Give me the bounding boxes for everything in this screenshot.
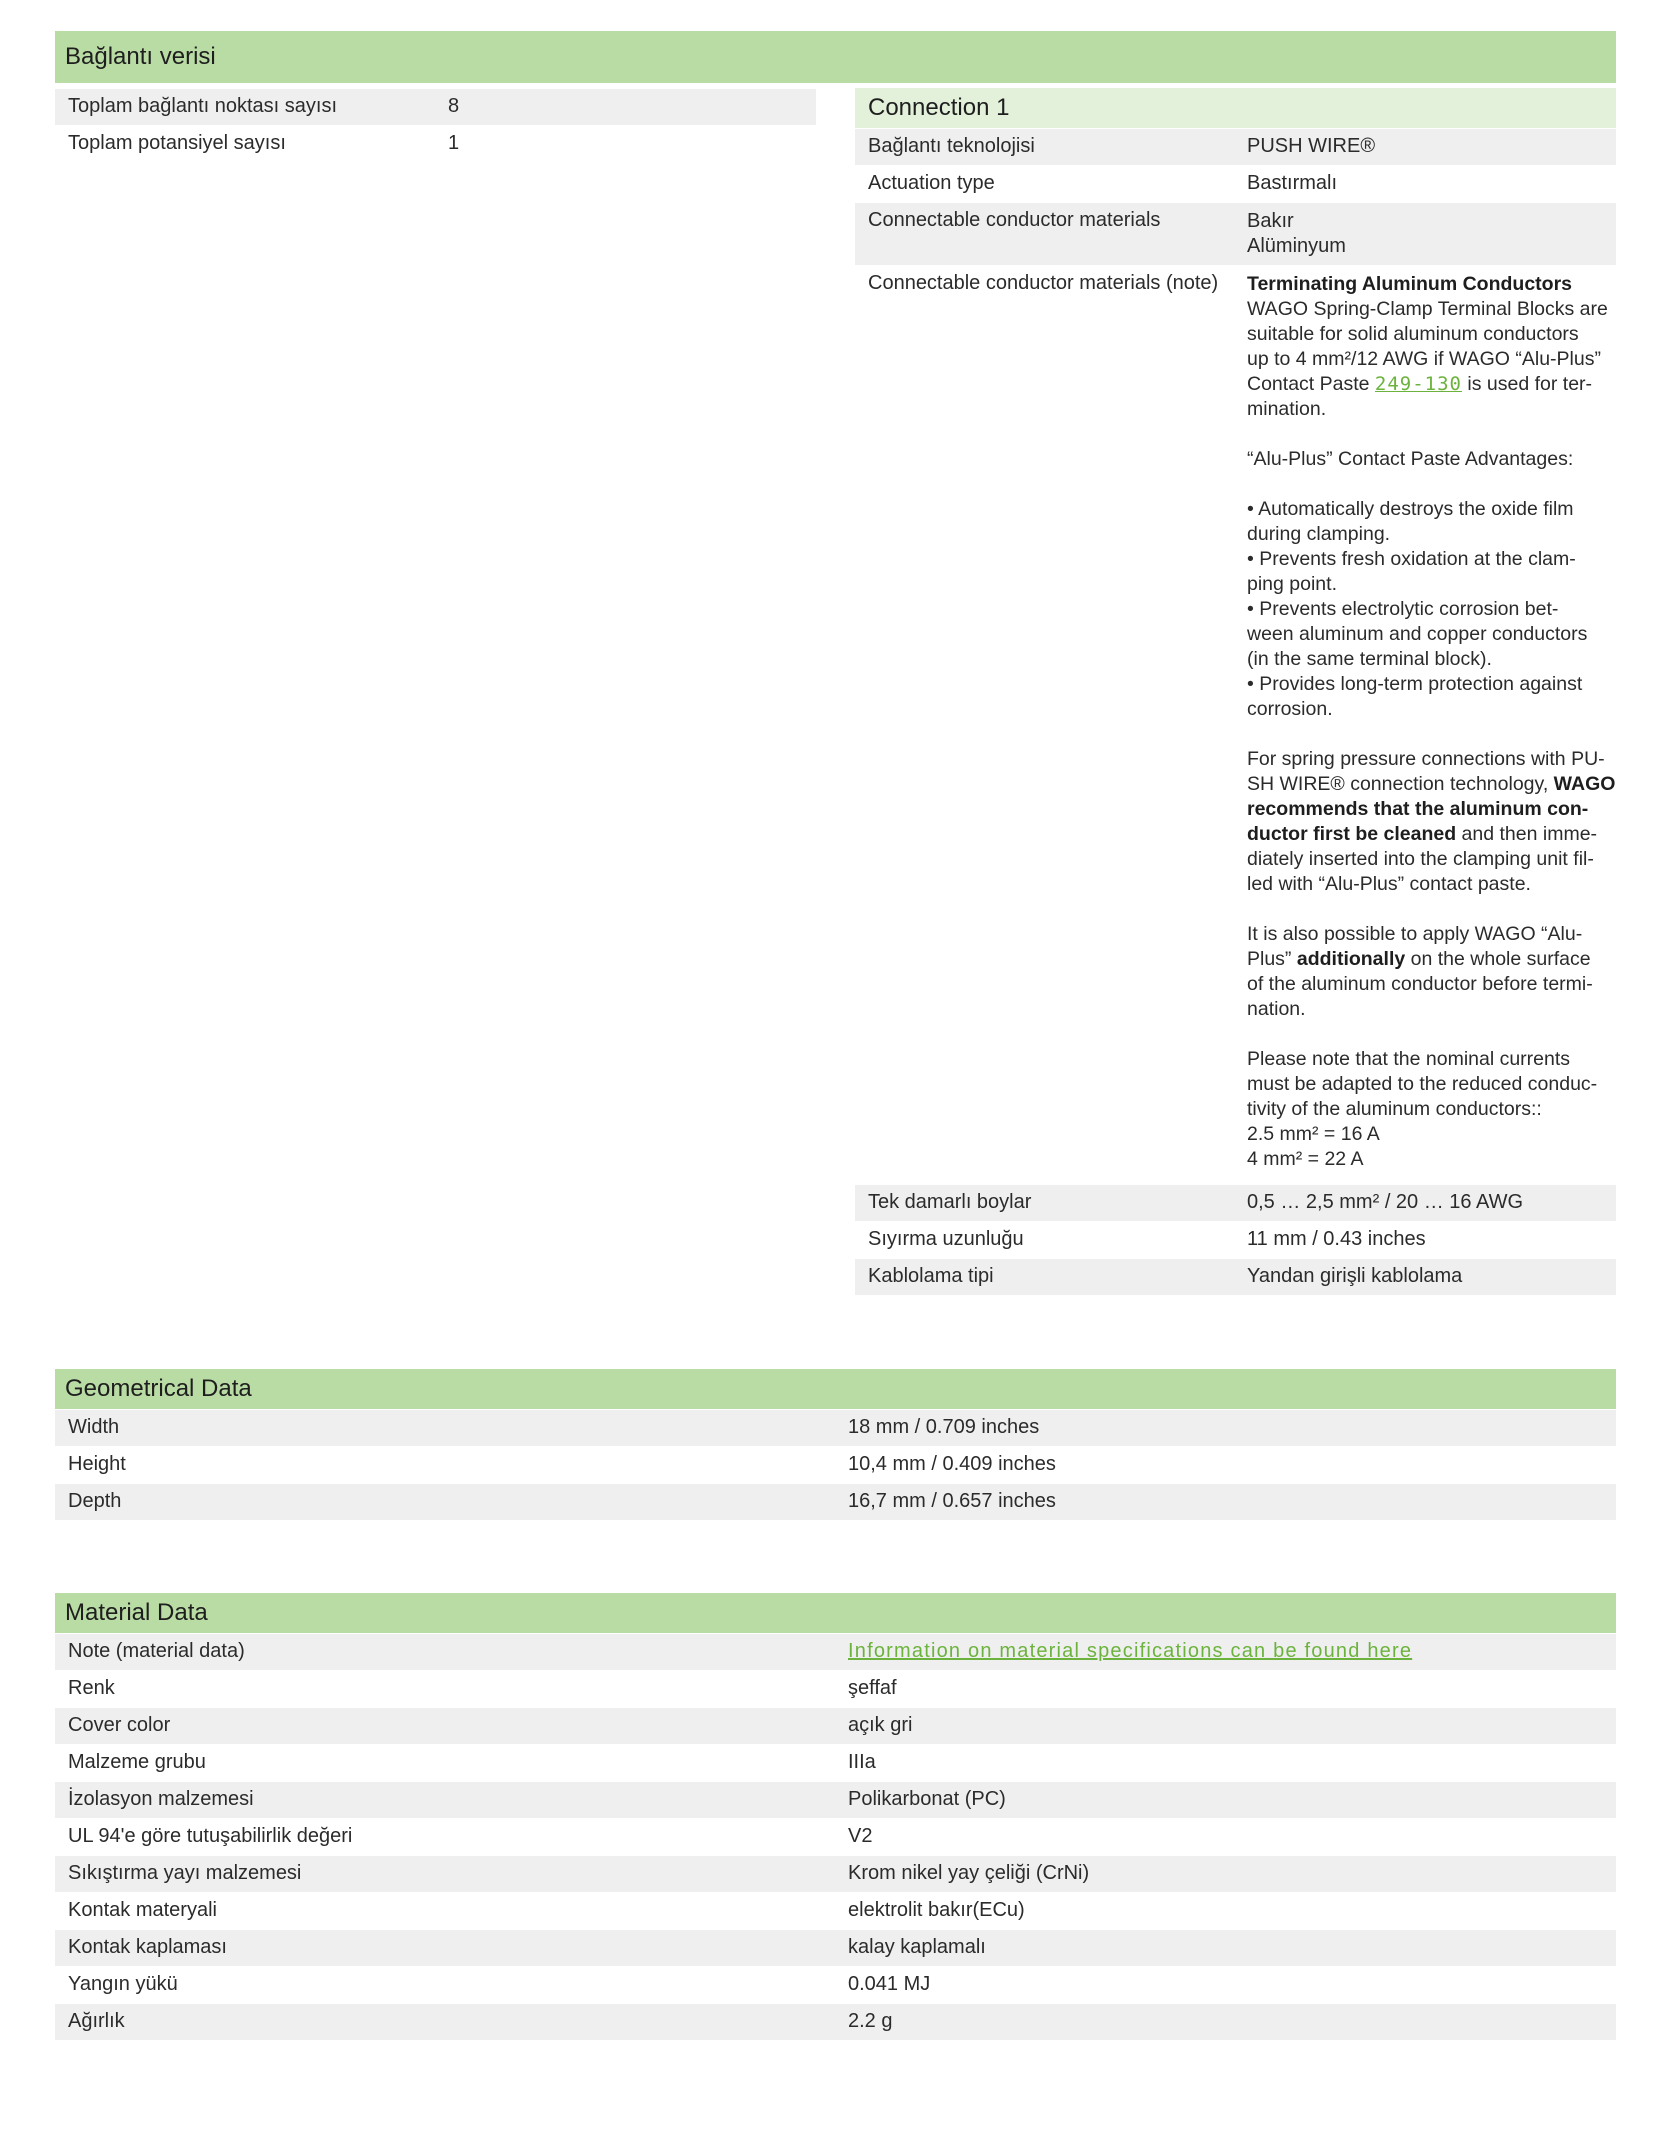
bullet-line: • Provides long-term protection against xyxy=(1247,673,1583,695)
row-value: Bastırmalı xyxy=(1247,172,1338,194)
row-value: 11 mm / 0.43 inches xyxy=(1247,1228,1426,1250)
section-title-geometrical-data: Geometrical Data xyxy=(55,1369,1616,1409)
row-label: Tek damarlı boylar xyxy=(868,1191,1032,1213)
row-value: elektrolit bakır(ECu) xyxy=(848,1899,1025,1921)
note-line: nation. xyxy=(1247,998,1306,1020)
row-label: Cover color xyxy=(68,1714,171,1736)
table-row xyxy=(55,1447,1616,1483)
row-value: açık gri xyxy=(848,1714,913,1736)
row-value: Yandan girişli kablolama xyxy=(1247,1265,1463,1287)
note-line: Plus” additionally on the whole surface xyxy=(1247,948,1591,970)
table-row xyxy=(55,1893,1616,1929)
bullet-line: ping point. xyxy=(1247,573,1337,595)
row-value: PUSH WIRE® xyxy=(1247,135,1376,157)
connection-1-title: Connection 1 xyxy=(855,88,1616,128)
row-label: Ağırlık xyxy=(68,2010,125,2032)
table-row xyxy=(55,89,816,125)
row-value: IIIa xyxy=(848,1751,876,1773)
row-value: 16,7 mm / 0.657 inches xyxy=(848,1490,1056,1512)
table-row xyxy=(55,1410,1616,1446)
section-title-material-data: Material Data xyxy=(55,1593,1616,1633)
note-line: For spring pressure connections with PU- xyxy=(1247,748,1605,770)
note-line: diately inserted into the clamping unit fil- xyxy=(1247,848,1594,870)
table-row xyxy=(855,129,1616,165)
row-label: Connectable conductor materials (note) xyxy=(868,272,1219,294)
note-line: 4 mm² = 22 A xyxy=(1247,1148,1364,1170)
row-value: 10,4 mm / 0.409 inches xyxy=(848,1453,1056,1475)
note-line: tivity of the aluminum conductors:: xyxy=(1247,1098,1542,1120)
contact-paste-link[interactable]: 249-130 xyxy=(1374,373,1462,395)
section-title-connection-data: Bağlantı verisi xyxy=(55,31,1616,83)
row-label: Toplam potansiyel sayısı xyxy=(68,132,286,154)
table-row xyxy=(55,1671,1616,1707)
bullet-line: corrosion. xyxy=(1247,698,1333,720)
note-line: of the aluminum conductor before termi- xyxy=(1247,973,1593,995)
note-line: suitable for solid aluminum conductors xyxy=(1247,323,1579,345)
bullet-line: • Prevents fresh oxidation at the clam- xyxy=(1247,548,1576,570)
table-row xyxy=(55,1967,1616,2003)
note-line: recommends that the aluminum con- xyxy=(1247,798,1589,820)
row-label: Toplam bağlantı noktası sayısı xyxy=(68,95,338,117)
table-row xyxy=(55,1930,1616,1966)
table-row xyxy=(855,1259,1616,1295)
note-line: SH WIRE® connection technology, WAGO xyxy=(1247,773,1616,795)
row-value: Polikarbonat (PC) xyxy=(848,1788,1006,1810)
row-value xyxy=(1247,209,1346,259)
row-value: şeffaf xyxy=(848,1677,897,1699)
note-line: ductor first be cleaned and then imme- xyxy=(1247,823,1598,845)
note-line: It is also possible to apply WAGO “Alu- xyxy=(1247,923,1583,945)
table-row xyxy=(855,1222,1616,1258)
row-value: 1 xyxy=(448,132,460,154)
row-label: Depth xyxy=(68,1490,122,1512)
table-row xyxy=(55,1634,1616,1670)
row-label: Height xyxy=(68,1453,126,1475)
row-label: Sıkıştırma yayı malzemesi xyxy=(68,1862,302,1884)
row-label: Malzeme grubu xyxy=(68,1751,206,1773)
table-row xyxy=(55,1745,1616,1781)
value-line: Bakır xyxy=(1247,210,1294,232)
bullet-line: (in the same terminal block). xyxy=(1247,648,1492,670)
row-value: 18 mm / 0.709 inches xyxy=(848,1416,1040,1438)
row-value: 2.2 g xyxy=(848,2010,893,2032)
row-value: 8 xyxy=(448,95,460,117)
row-value: 0.041 MJ xyxy=(848,1973,931,1995)
note-line: 2.5 mm² = 16 A xyxy=(1247,1123,1380,1145)
row-label: UL 94'e göre tutuşabilirlik değeri xyxy=(68,1825,353,1847)
table-row xyxy=(55,1782,1616,1818)
row-label: Kablolama tipi xyxy=(868,1265,994,1287)
row-value: kalay kaplamalı xyxy=(848,1936,986,1958)
table-row xyxy=(855,1185,1616,1221)
aluminum-note xyxy=(1247,272,1619,1172)
note-line: Please note that the nominal currents xyxy=(1247,1048,1571,1070)
row-label: Renk xyxy=(68,1677,115,1699)
material-specifications-link[interactable]: Information on material specifications can be found here xyxy=(848,1640,1413,1662)
note-line: “Alu-Plus” Contact Paste Advantages: xyxy=(1247,448,1574,470)
note-line: Contact Paste 249-130 is used for ter- xyxy=(1247,373,1593,395)
bullet-line: • Automatically destroys the oxide film xyxy=(1247,498,1574,520)
table-row xyxy=(55,126,816,162)
value-line: Alüminyum xyxy=(1247,235,1346,257)
row-value: 0,5 … 2,5 mm² / 20 … 16 AWG xyxy=(1247,1191,1524,1213)
row-label: Kontak kaplaması xyxy=(68,1936,227,1958)
table-row xyxy=(855,266,1235,302)
note-line: led with “Alu-Plus” contact paste. xyxy=(1247,873,1531,895)
table-row xyxy=(55,1708,1616,1744)
note-line: up to 4 mm²/12 AWG if WAGO “Alu-Plus” xyxy=(1247,348,1601,370)
row-label: Width xyxy=(68,1416,120,1438)
table-row xyxy=(855,203,1616,265)
bullet-line: • Prevents electrolytic corrosion bet- xyxy=(1247,598,1559,620)
table-row xyxy=(55,1819,1616,1855)
table-row xyxy=(855,166,1616,202)
bullet-line: ween aluminum and copper conductors xyxy=(1247,623,1588,645)
row-value: V2 xyxy=(848,1825,873,1847)
bullet-line: during clamping. xyxy=(1247,523,1391,545)
row-label: Connectable conductor materials xyxy=(868,209,1161,231)
row-label: İzolasyon malzemesi xyxy=(68,1788,254,1810)
note-heading: Terminating Aluminum Conductors xyxy=(1247,273,1572,295)
table-row xyxy=(55,1484,1616,1520)
table-row xyxy=(55,2004,1616,2040)
note-line: mination. xyxy=(1247,398,1327,420)
row-label: Note (material data) xyxy=(68,1640,245,1662)
row-label: Actuation type xyxy=(868,172,995,194)
row-label: Yangın yükü xyxy=(68,1973,178,1995)
row-value: Krom nikel yay çeliği (CrNi) xyxy=(848,1862,1090,1884)
row-label: Sıyırma uzunluğu xyxy=(868,1228,1024,1250)
table-row xyxy=(55,1856,1616,1892)
row-label: Bağlantı teknolojisi xyxy=(868,135,1035,157)
note-line: must be adapted to the reduced conduc- xyxy=(1247,1073,1598,1095)
note-line: WAGO Spring-Clamp Terminal Blocks are xyxy=(1247,298,1608,320)
row-label: Kontak materyali xyxy=(68,1899,217,1921)
